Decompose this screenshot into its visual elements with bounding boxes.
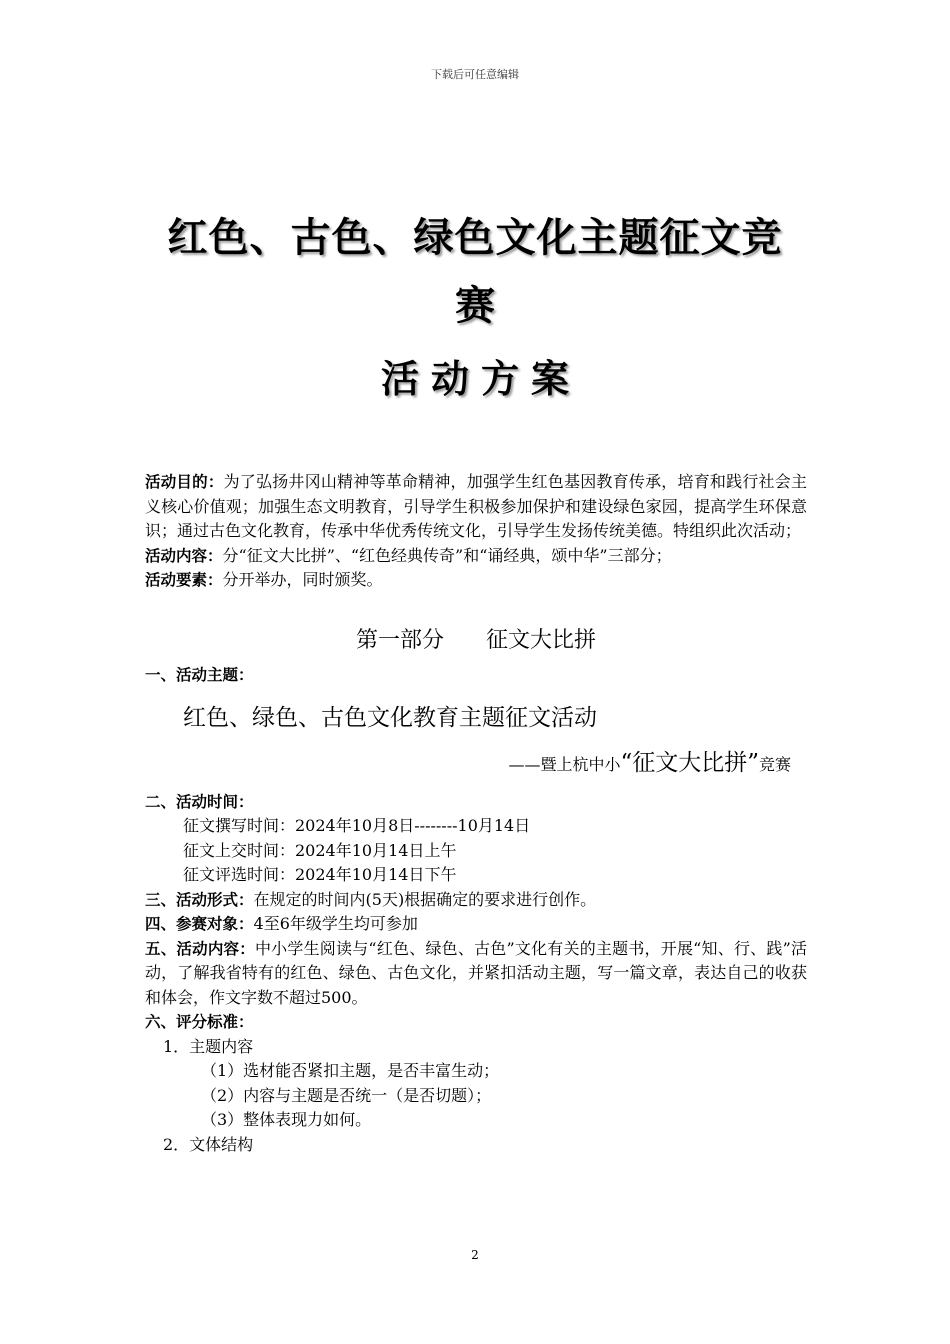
criteria-item: 1．主题内容 [163, 1036, 254, 1056]
section-6-label: 六、评分标准： [145, 1013, 254, 1031]
elements-text: 分开举办，同时颁奖。 [222, 570, 383, 589]
purpose-label: 活动目的： [145, 473, 224, 491]
page-number: 2 [471, 1248, 479, 1262]
criteria-subitem: （2）内容与主题是否统一（是否切题）； [201, 1085, 492, 1105]
subtitle-prefix: ——暨上杭中小 [508, 754, 621, 774]
time-line: 征文评选时间：2024年10月14日下午 [183, 865, 457, 884]
header-note: 下载后可任意编辑 [431, 68, 519, 81]
section-4 [145, 912, 807, 937]
subtitle-suffix: 竞赛 [758, 754, 791, 774]
section-1-label: 一、活动主题： [145, 666, 254, 684]
section-2-label: 二、活动时间： [145, 792, 254, 811]
criteria-subitem: （1）选材能否紧扣主题，是否丰富生动； [201, 1061, 500, 1080]
section-5-label: 五、活动内容： [145, 939, 255, 958]
criteria-subitem: （3）整体表现力如何。 [201, 1110, 372, 1129]
theme-subtitle [145, 746, 807, 782]
section-3-text: 在规定的时间内(5天)根据确定的要求进行创作。 [253, 889, 597, 909]
theme-title: 红色、绿色、古色文化教育主题征文活动 [183, 704, 597, 731]
title-line-3: 活动方案 [380, 357, 581, 401]
intro-purpose [145, 470, 807, 544]
section-4-label: 四、参赛对象： [145, 915, 254, 933]
section-3 [145, 888, 807, 913]
title-line-2: 赛 [455, 283, 495, 329]
section-4-text: 4至6年级学生均可参加 [253, 914, 418, 933]
document-body [145, 470, 807, 1157]
time-line: 征文撰写时间：2024年10月8日--------10月14日 [183, 816, 531, 835]
purpose-text: 为了弘扬井冈山精神等革命精神，加强学生红色基因教育传承，培育和践行社会主义核心价值观；加强生态文明教育，引导学生积极参加保护和建设绿色家园，提高学生环保意识；通过古色文化教育，传承中华优秀传统文化，引导学生发扬传统美德。特组织此次活动； [145, 472, 807, 540]
section-5-text: 中小学生阅读与“红色、绿色、古色”文化有关的主题书，开展“知、行、践”活动，了解我省特有的红色、绿色、古色文化，并紧扣活动主题，写一篇文章，表达自己的收获和体会，作文字数不超过500。 [145, 938, 807, 1007]
content-text: 分“征文大比拼”、“红色经典传奇”和“诵经典，颂中华”三部分； [222, 545, 672, 565]
section-5 [145, 937, 807, 1011]
criteria-item: 2．文体结构 [163, 1134, 254, 1154]
elements-label: 活动要素： [145, 571, 223, 589]
time-line: 征文上交时间：2024年10月14日上午 [183, 840, 457, 860]
document-title [0, 212, 950, 404]
section-3-label: 三、活动形式： [145, 890, 254, 909]
title-line-1: 红色、古色、绿色文化主题征文竞 [167, 215, 783, 261]
subtitle-highlight: “征文大比拼” [620, 749, 759, 776]
intro-content [145, 544, 807, 569]
part-title: 第一部分 征文大比拼 [356, 627, 596, 653]
content-label: 活动内容： [145, 546, 223, 565]
intro-elements [145, 568, 807, 593]
